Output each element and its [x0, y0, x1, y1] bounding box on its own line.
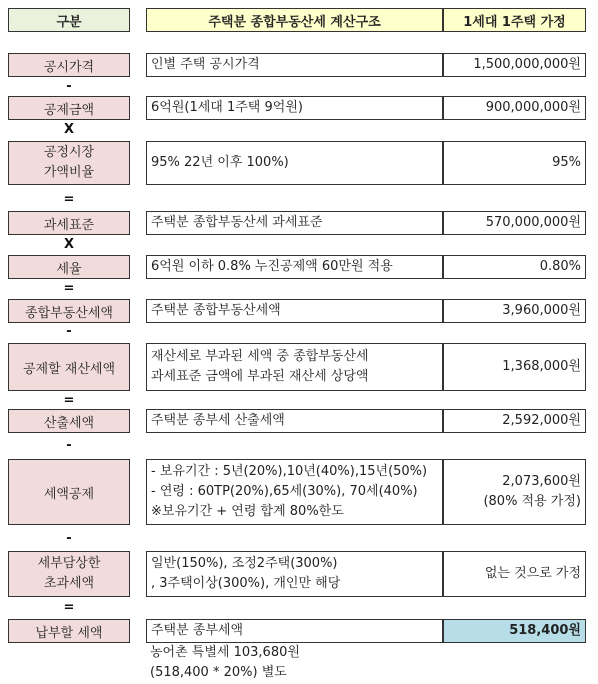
- operator: -: [66, 324, 72, 339]
- label-tax-rate: 세율: [8, 255, 130, 279]
- label-tax-credit: 세액공제: [8, 459, 130, 525]
- operator: -: [66, 438, 72, 453]
- desc-comprehensive-tax: 주택분 종합부동산세액: [146, 299, 443, 323]
- header-structure: 주택분 종합부동산세 계산구조: [146, 8, 443, 32]
- value-computed-tax: 2,592,000원: [443, 409, 586, 433]
- operator: X: [63, 237, 75, 252]
- desc-official-price: 인별 주택 공시가격: [146, 53, 443, 77]
- label-payable-tax: 납부할 세액: [8, 619, 130, 643]
- desc-tax-rate: 6억원 이하 0.8% 누진공제액 60만원 적용: [146, 255, 443, 279]
- value-tax-base: 570,000,000원: [443, 211, 586, 235]
- operator: -: [66, 531, 72, 546]
- label-tax-base: 과세표준: [8, 211, 130, 235]
- operator: =: [63, 600, 75, 615]
- value-market-ratio: 95%: [443, 141, 586, 185]
- label-property-tax-credit: 공제할 재산세액: [8, 343, 130, 391]
- value-payable-tax: 518,400원: [443, 619, 586, 643]
- label-official-price: 공시가격: [8, 53, 130, 77]
- desc-computed-tax: 주택분 종부세 산출세액: [146, 409, 443, 433]
- header-category: 구분: [8, 8, 130, 32]
- header-assumption: 1세대 1주택 가정: [443, 8, 586, 32]
- label-deduction: 공제금액: [8, 96, 130, 120]
- value-comprehensive-tax: 3,960,000원: [443, 299, 586, 323]
- value-tax-credit: 2,073,600원 (80% 적용 가정): [443, 459, 586, 525]
- desc-tax-base: 주택분 종합부동산세 과세표준: [146, 211, 443, 235]
- rural-special-tax-note: 농어촌 특별세 103,680원 (518,400 * 20%) 별도: [150, 645, 300, 680]
- value-tax-cap-excess: 없는 것으로 가정: [443, 551, 586, 597]
- operator: =: [63, 281, 75, 296]
- value-property-tax-credit: 1,368,000원: [443, 343, 586, 391]
- operator: =: [63, 393, 75, 408]
- desc-market-ratio: 95% 22년 이후 100%): [146, 141, 443, 185]
- value-deduction: 900,000,000원: [443, 96, 586, 120]
- desc-tax-cap-excess: 일반(150%), 조정2주택(300%) , 3주택이상(300%), 개인만 해당: [146, 551, 443, 597]
- label-comprehensive-tax: 종합부동산세액: [8, 299, 130, 323]
- desc-property-tax-credit: 재산세로 부과된 세액 중 종합부동산세 과세표준 금액에 부과된 재산세 상당액: [146, 343, 443, 391]
- operator: =: [63, 192, 75, 207]
- label-computed-tax: 산출세액: [8, 409, 130, 433]
- value-tax-rate: 0.80%: [443, 255, 586, 279]
- value-official-price: 1,500,000,000원: [443, 53, 586, 77]
- desc-deduction: 6억원(1세대 1주택 9억원): [146, 96, 443, 120]
- desc-payable-tax: 주택분 종부세액: [146, 619, 443, 643]
- desc-tax-credit: - 보유기간 : 5년(20%),10년(40%),15년(50%) - 연령 : 60TP(20%),65세(30%), 70세(40%) ※보유기간 + 연령 합계 80%한도: [146, 459, 443, 525]
- label-tax-cap-excess: 세부담상한 초과세액: [8, 551, 130, 597]
- label-market-ratio: 공정시장 가액비율: [8, 141, 130, 185]
- operator: -: [66, 79, 72, 94]
- operator: X: [63, 122, 75, 137]
